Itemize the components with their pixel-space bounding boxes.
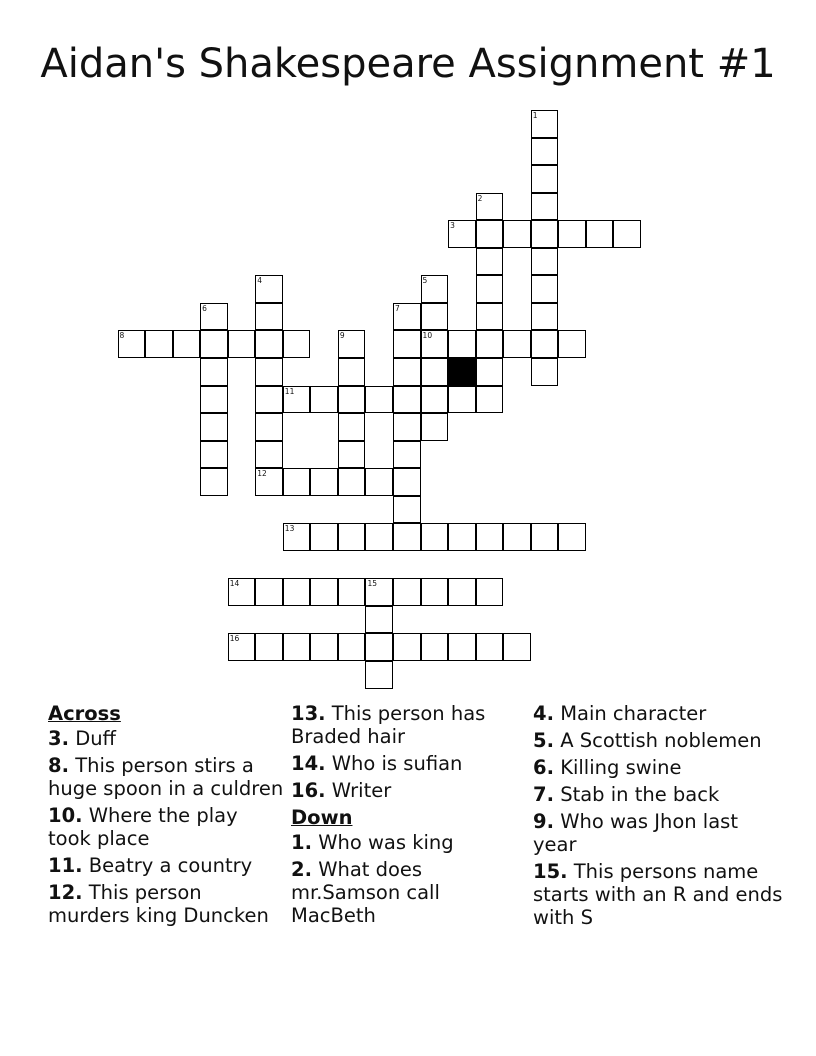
grid-cell[interactable] <box>118 330 146 358</box>
grid-cell[interactable] <box>448 578 476 606</box>
grid-cell[interactable] <box>393 386 421 414</box>
grid-cell[interactable] <box>393 441 421 469</box>
clue-down-7 <box>533 783 783 806</box>
down-heading: Down <box>291 806 353 829</box>
clue-down-2 <box>291 858 529 927</box>
grid-cell[interactable] <box>503 523 531 551</box>
cell-number: 1 <box>532 111 538 120</box>
grid-cell[interactable] <box>338 523 366 551</box>
grid-cell[interactable] <box>393 633 421 661</box>
grid-cell[interactable] <box>448 220 476 248</box>
grid-cell[interactable] <box>476 220 504 248</box>
clue-across-16 <box>291 779 529 802</box>
grid-cell[interactable] <box>421 330 449 358</box>
clue-text: Who was king <box>318 831 454 854</box>
grid-cell[interactable] <box>421 386 449 414</box>
grid-cell[interactable] <box>255 413 283 441</box>
grid-cell[interactable] <box>255 386 283 414</box>
clue-number: 11. <box>48 854 83 877</box>
grid-cell[interactable] <box>531 248 559 276</box>
clue-down-1 <box>291 831 529 854</box>
grid-cell[interactable] <box>503 220 531 248</box>
clue-column-2 <box>291 702 529 931</box>
grid-cell[interactable] <box>283 633 311 661</box>
clue-text: Who is sufian <box>331 752 463 775</box>
clue-down-15 <box>533 860 783 929</box>
clue-down-9 <box>533 810 783 856</box>
grid-cell[interactable] <box>338 413 366 441</box>
grid-cell[interactable] <box>531 165 559 193</box>
grid-cell[interactable] <box>531 110 559 138</box>
grid-cell[interactable] <box>255 468 283 496</box>
grid-cell[interactable] <box>173 330 201 358</box>
grid-cell[interactable] <box>448 523 476 551</box>
grid-cell[interactable] <box>255 330 283 358</box>
grid-cell[interactable] <box>228 633 256 661</box>
grid-cell[interactable] <box>200 413 228 441</box>
cell-number: 11 <box>284 386 295 396</box>
grid-cell[interactable] <box>503 330 531 358</box>
clue-number: 3. <box>48 727 69 750</box>
grid-cell[interactable] <box>365 633 393 661</box>
clue-number: 9. <box>533 810 554 833</box>
clue-column-3 <box>533 702 783 933</box>
grid-cell[interactable] <box>200 330 228 358</box>
grid-cell[interactable] <box>283 330 311 358</box>
grid-cell[interactable] <box>421 275 449 303</box>
grid-cell[interactable] <box>558 220 586 248</box>
grid-cell[interactable] <box>338 633 366 661</box>
clue-number: 16. <box>291 779 326 802</box>
clue-text: What does mr.Samson call MacBeth <box>291 858 440 927</box>
cell-number: 10 <box>422 331 433 341</box>
grid-cell[interactable] <box>338 386 366 414</box>
clue-text: Main character <box>560 702 707 725</box>
grid-cell[interactable] <box>393 578 421 606</box>
grid-cell[interactable] <box>531 275 559 303</box>
grid-cell[interactable] <box>255 275 283 303</box>
grid-cell[interactable] <box>365 661 393 689</box>
clue-text: This person stirs a huge spoon in a culdren <box>48 754 284 800</box>
grid-cell[interactable] <box>365 523 393 551</box>
clue-column-1 <box>48 702 286 931</box>
clue-text: Stab in the back <box>560 783 720 806</box>
clue-text: A Scottish noblemen <box>560 729 762 752</box>
grid-cell[interactable] <box>476 633 504 661</box>
grid-cell[interactable] <box>448 330 476 358</box>
cell-number: 15 <box>367 579 377 589</box>
grid-cell[interactable] <box>558 523 586 551</box>
clue-down-6 <box>533 756 783 779</box>
cell-number: 3 <box>450 221 455 231</box>
cell-number: 12 <box>257 469 267 479</box>
grid-cell[interactable] <box>476 275 504 303</box>
grid-cell[interactable] <box>503 633 531 661</box>
grid-cell[interactable] <box>228 330 256 358</box>
grid-cell[interactable] <box>531 220 559 248</box>
grid-cell[interactable] <box>145 330 173 358</box>
grid-cell[interactable] <box>476 386 504 414</box>
grid-cell[interactable] <box>310 578 338 606</box>
grid-cell[interactable] <box>393 496 421 524</box>
grid-cell[interactable] <box>531 523 559 551</box>
grid-cell[interactable] <box>393 468 421 496</box>
grid-cell[interactable] <box>338 468 366 496</box>
cell-number: 7 <box>395 303 400 313</box>
puzzle-title: Aidan's Shakespeare Assignment #1 <box>40 41 776 87</box>
clue-text: Duff <box>75 727 116 750</box>
clue-across-14 <box>291 752 529 775</box>
cell-number: 9 <box>339 331 345 341</box>
clue-text: Beatry a country <box>88 854 253 877</box>
grid-cell[interactable] <box>365 578 393 606</box>
clue-across-12 <box>48 881 286 927</box>
clue-number: 4. <box>533 702 554 725</box>
grid-cell[interactable] <box>531 358 559 386</box>
grid-cell[interactable] <box>255 633 283 661</box>
grid-cell[interactable] <box>421 633 449 661</box>
clue-text: Killing swine <box>560 756 682 779</box>
grid-cell[interactable] <box>228 578 256 606</box>
clue-number: 15. <box>533 860 568 883</box>
grid-cell[interactable] <box>421 303 449 331</box>
grid-cell[interactable] <box>365 468 393 496</box>
clue-number: 7. <box>533 783 554 806</box>
clue-number: 1. <box>291 831 312 854</box>
clue-number: 10. <box>48 804 83 827</box>
grid-cell[interactable] <box>200 386 228 414</box>
cell-number: 4 <box>257 276 263 286</box>
grid-cell[interactable] <box>283 578 311 606</box>
grid-cell[interactable] <box>255 358 283 386</box>
grid-cell[interactable] <box>310 523 338 551</box>
grid-cell[interactable] <box>200 468 228 496</box>
grid-cell[interactable] <box>393 358 421 386</box>
clue-number: 6. <box>533 756 554 779</box>
grid-cell[interactable] <box>476 358 504 386</box>
grid-cell[interactable] <box>531 303 559 331</box>
clue-text: This persons name starts with an R and ends with S <box>533 860 783 929</box>
clue-down-4 <box>533 702 783 725</box>
cell-number: 14 <box>229 579 240 589</box>
clue-across-13 <box>291 702 529 748</box>
grid-cell[interactable] <box>310 633 338 661</box>
grid-cell[interactable] <box>476 303 504 331</box>
grid-cell[interactable] <box>338 330 366 358</box>
grid-cell[interactable] <box>255 441 283 469</box>
grid-cell[interactable] <box>421 523 449 551</box>
grid-cell[interactable] <box>338 358 366 386</box>
cell-number: 16 <box>229 634 240 644</box>
grid-cell[interactable] <box>283 386 311 414</box>
clue-text: This person murders king Duncken <box>48 881 269 927</box>
clue-number: 5. <box>533 729 554 752</box>
grid-cell[interactable] <box>476 330 504 358</box>
clue-across-11 <box>48 854 286 877</box>
clue-number: 8. <box>48 754 69 777</box>
grid-cell[interactable] <box>613 220 641 248</box>
grid-cell[interactable] <box>531 330 559 358</box>
grid-cell[interactable] <box>338 578 366 606</box>
clue-across-3 <box>48 727 286 750</box>
cell-number: 13 <box>284 524 295 534</box>
grid-cell[interactable] <box>531 193 559 221</box>
grid-cell[interactable] <box>393 523 421 551</box>
grid-cell[interactable] <box>255 303 283 331</box>
grid-cell[interactable] <box>393 330 421 358</box>
clue-number: 13. <box>291 702 326 725</box>
grid-cell[interactable] <box>393 303 421 331</box>
grid-cell[interactable] <box>310 386 338 414</box>
grid-cell[interactable] <box>476 248 504 276</box>
clue-across-10 <box>48 804 286 850</box>
grid-cell[interactable] <box>448 633 476 661</box>
cell-number: 6 <box>202 303 207 313</box>
grid-cell[interactable] <box>448 386 476 414</box>
grid-cell[interactable] <box>200 358 228 386</box>
grid-cell[interactable] <box>586 220 614 248</box>
cell-number: 8 <box>119 331 125 341</box>
grid-cell[interactable] <box>200 303 228 331</box>
grid-cell[interactable] <box>421 578 449 606</box>
cell-number: 5 <box>422 276 428 286</box>
clue-number: 2. <box>291 858 312 881</box>
grid-cell[interactable] <box>310 468 338 496</box>
grid-cell[interactable] <box>393 413 421 441</box>
grid-cell[interactable] <box>476 578 504 606</box>
clue-text: This person has Braded hair <box>291 702 486 748</box>
clue-text: Writer <box>331 779 392 802</box>
grid-cell[interactable] <box>283 523 311 551</box>
grid-cell[interactable] <box>338 441 366 469</box>
grid-cell[interactable] <box>365 386 393 414</box>
grid-cell[interactable] <box>200 441 228 469</box>
grid-cell[interactable] <box>476 193 504 221</box>
black-cell <box>448 358 476 386</box>
clue-text: Where the play took place <box>48 804 238 850</box>
grid-cell[interactable] <box>255 578 283 606</box>
cell-number: 2 <box>477 193 483 203</box>
across-heading: Across <box>48 702 121 725</box>
clue-down-5 <box>533 729 783 752</box>
grid-cell[interactable] <box>421 358 449 386</box>
clue-text: Who was Jhon last year <box>533 810 738 856</box>
grid-cell[interactable] <box>476 523 504 551</box>
clue-number: 12. <box>48 881 83 904</box>
grid-cell[interactable] <box>283 468 311 496</box>
clue-number: 14. <box>291 752 326 775</box>
grid-cell[interactable] <box>531 138 559 166</box>
grid-cell[interactable] <box>421 413 449 441</box>
grid-cell[interactable] <box>365 606 393 634</box>
clue-across-8 <box>48 754 286 800</box>
grid-cell[interactable] <box>558 330 586 358</box>
